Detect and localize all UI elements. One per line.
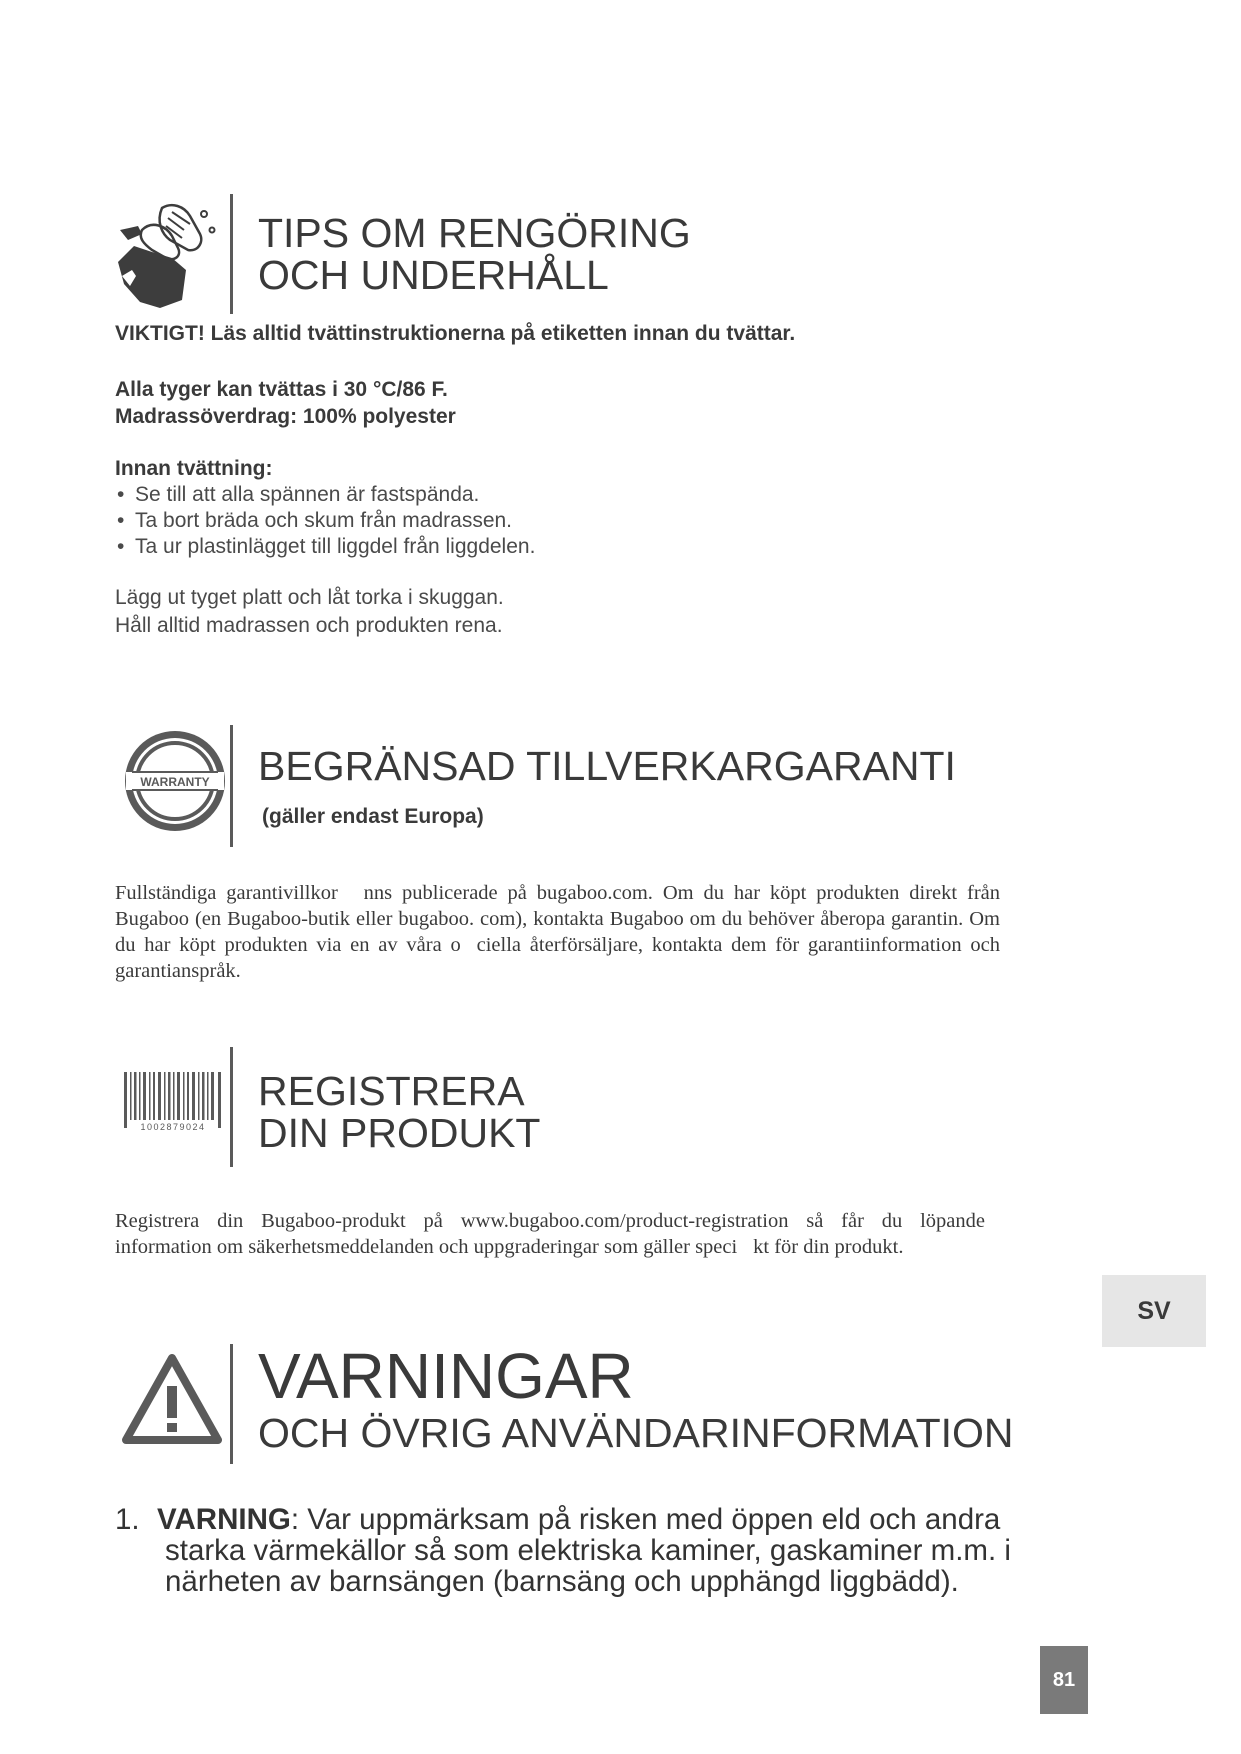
barcode-icon (122, 1070, 226, 1142)
mattress-cover-material: Madrassöverdrag: 100% polyester (115, 405, 456, 428)
register-body: Registrera din Bugaboo-produkt på www.bugaboo.com/product-registration så får du löpande information om säkerhetsmeddelanden och uppgraderingar som gäller speci kt för din produkt. (115, 1210, 985, 1258)
warnings-title-line1: VARNINGAR (258, 1340, 634, 1412)
register-title-line1: REGISTRERA (258, 1068, 525, 1114)
fabric-wash-temp: Alla tyger kan tvättas i 30 °C/86 F. (115, 378, 448, 401)
before-washing-heading: Innan tvättning: (115, 457, 273, 480)
hand-washing-icon (112, 200, 230, 312)
warranty-subtitle: (gäller endast Europa) (262, 805, 484, 828)
important-notice: VIKTIGT! Läs alltid tvättinstruktionerna på etiketten innan du tvättar. (115, 322, 796, 345)
fabric-info (115, 376, 456, 430)
language-tab[interactable]: SV (1102, 1275, 1206, 1347)
warning-item-number: 1. (115, 1503, 140, 1536)
register-title-line2: DIN PRODUKT (258, 1110, 541, 1156)
warranty-body: Fullständiga garantivillkor  nns publicerade på bugaboo.com. Om du har köpt produkten direkt från Bugaboo (en Bugaboo-butik eller bugaboo. com), kontakta Bugaboo om du behöver åberopa garantin. Om du har köpt produkten via en av våra o ciella återförsäljare, kontakta dem för garantiinformation och garantianspråk. (115, 882, 1000, 982)
warnings-title (258, 1342, 1014, 1456)
before-washing-list (115, 482, 535, 560)
warning-triangle-icon (122, 1352, 222, 1448)
list-item: • Ta ur plastinlägget till liggdel från liggdelen. (115, 534, 535, 560)
warning-item (115, 1504, 1075, 1597)
cleaning-title (258, 212, 691, 296)
warnings-title-line2: OCH ÖVRIG ANVÄNDARINFORMATION (258, 1410, 1014, 1456)
warning-label: VARNING (157, 1503, 291, 1536)
section-divider (230, 725, 233, 847)
section-divider (230, 1047, 233, 1167)
warranty-seal-icon (122, 728, 228, 834)
warranty-seal-text: WARRANTY (140, 775, 210, 789)
cleaning-title-line1: TIPS OM RENGÖRING (258, 210, 691, 256)
barcode-number: 1002879024 (140, 1122, 206, 1132)
warning-description: : Var uppmärksam på risken med öppen eld och andra starka värmekällor så som elektriska kaminer, gaskaminer m.m. i närheten av barnsängen (barnsäng och upphängd liggbädd). (165, 1503, 1011, 1598)
clean-line: Håll alltid madrassen och produkten rena. (115, 614, 503, 637)
warranty-title: BEGRÄNSAD TILLVERKARGARANTI (258, 743, 956, 789)
cleaning-title-line2: OCH UNDERHÅLL (258, 252, 609, 298)
section-divider (230, 1344, 233, 1464)
page-number: 81 (1040, 1646, 1088, 1714)
drying-info (115, 584, 504, 640)
warning-item-text (115, 1504, 1075, 1597)
list-item: • Ta bort bräda och skum från madrassen. (115, 508, 535, 534)
drying-line: Lägg ut tyget platt och låt torka i skuggan. (115, 586, 504, 609)
register-title (258, 1070, 540, 1154)
section-divider (230, 194, 233, 314)
list-item: • Se till att alla spännen är fastspända. (115, 482, 535, 508)
before-washing (115, 456, 535, 560)
